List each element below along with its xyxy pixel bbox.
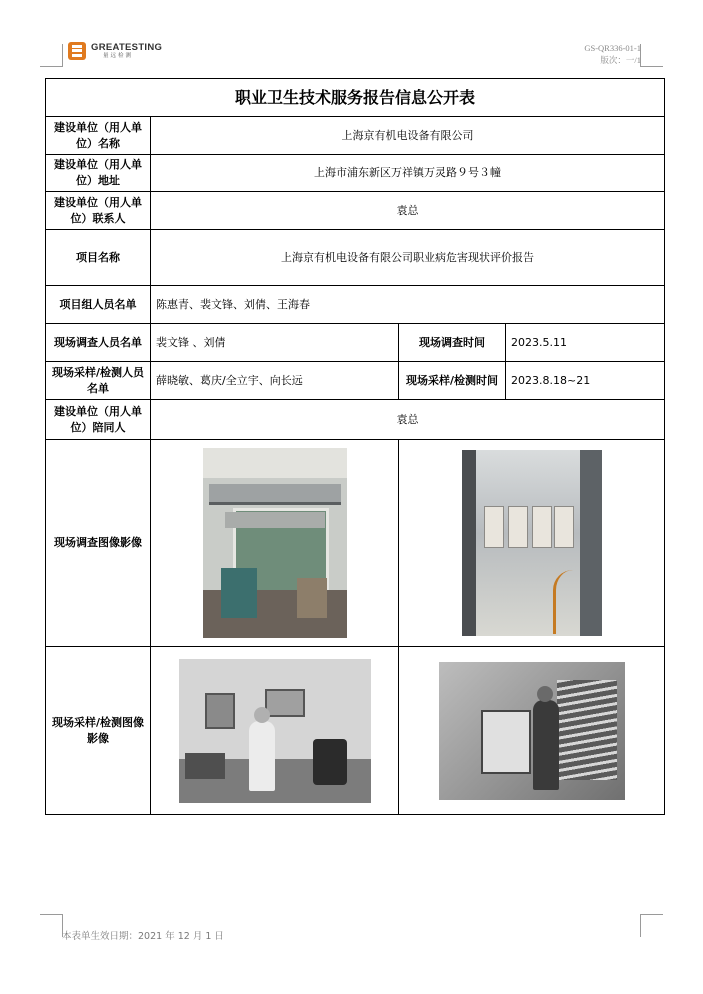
document-code: GS-QR336-01-1 bbox=[584, 43, 641, 53]
project-name-label: 项目名称 bbox=[46, 230, 151, 286]
accompany-value: 袁总 bbox=[151, 400, 665, 440]
unit-contact-label: 建设单位（用人单位）联系人 bbox=[46, 192, 151, 230]
sampling-photo-cell-1 bbox=[151, 647, 399, 815]
survey-staff-label: 现场调查人员名单 bbox=[46, 324, 151, 362]
survey-time-label: 现场调查时间 bbox=[399, 324, 506, 362]
survey-staff-value: 裴文锋 、刘倩 bbox=[151, 324, 399, 362]
accompany-label: 建设单位（用人单位）陪同人 bbox=[46, 400, 151, 440]
crop-mark-top-left bbox=[40, 44, 63, 67]
crop-mark-top-right bbox=[640, 44, 663, 67]
unit-name-label: 建设单位（用人单位）名称 bbox=[46, 117, 151, 155]
survey-photo-spray-booth bbox=[462, 450, 602, 636]
survey-photo-office bbox=[203, 448, 347, 638]
table-title: 职业卫生技术服务报告信息公开表 bbox=[46, 79, 665, 117]
team-members-value: 陈惠青、裴文锋、刘倩、王海春 bbox=[151, 286, 665, 324]
document-code-block bbox=[584, 42, 641, 66]
unit-contact-value: 袁总 bbox=[151, 192, 665, 230]
effective-date-footer: 本表单生效日期：2021 年 12 月 1 日 bbox=[62, 931, 224, 942]
company-logo bbox=[68, 40, 162, 62]
crop-mark-bottom-right bbox=[640, 914, 663, 937]
survey-photo-cell-2 bbox=[399, 440, 665, 647]
logo-text-en: GREATESTING bbox=[91, 41, 163, 53]
sampling-time-label: 现场采样/检测时间 bbox=[399, 362, 506, 400]
sampling-photo-workshop bbox=[439, 662, 625, 800]
survey-photo-cell-1 bbox=[151, 440, 399, 647]
sampling-images-label: 现场采样/检测图像影像 bbox=[46, 647, 151, 815]
document-version: 版次：一/1 bbox=[600, 55, 641, 65]
sampling-staff-label: 现场采样/检测人员名单 bbox=[46, 362, 151, 400]
logo-icon bbox=[68, 42, 86, 60]
survey-images-label: 现场调查图像影像 bbox=[46, 440, 151, 647]
sampling-photo-person bbox=[179, 659, 371, 803]
team-members-label: 项目组人员名单 bbox=[46, 286, 151, 324]
report-info-table bbox=[45, 78, 665, 815]
project-name-value: 上海京有机电设备有限公司职业病危害现状评价报告 bbox=[151, 230, 665, 286]
unit-address-label: 建设单位（用人单位）地址 bbox=[46, 155, 151, 192]
unit-address-value: 上海市浦东新区万祥镇万灵路９号３幢 bbox=[151, 155, 665, 192]
survey-time-value: 2023.5.11 bbox=[506, 324, 665, 362]
sampling-photo-cell-2 bbox=[399, 647, 665, 815]
crop-mark-bottom-left bbox=[40, 914, 63, 937]
logo-text-cn: 量远检测 bbox=[103, 53, 134, 59]
unit-name-value: 上海京有机电设备有限公司 bbox=[151, 117, 665, 155]
sampling-time-value: 2023.8.18~21 bbox=[506, 362, 665, 400]
sampling-staff-value: 薛晓敏、葛庆/全立宇、向长远 bbox=[151, 362, 399, 400]
